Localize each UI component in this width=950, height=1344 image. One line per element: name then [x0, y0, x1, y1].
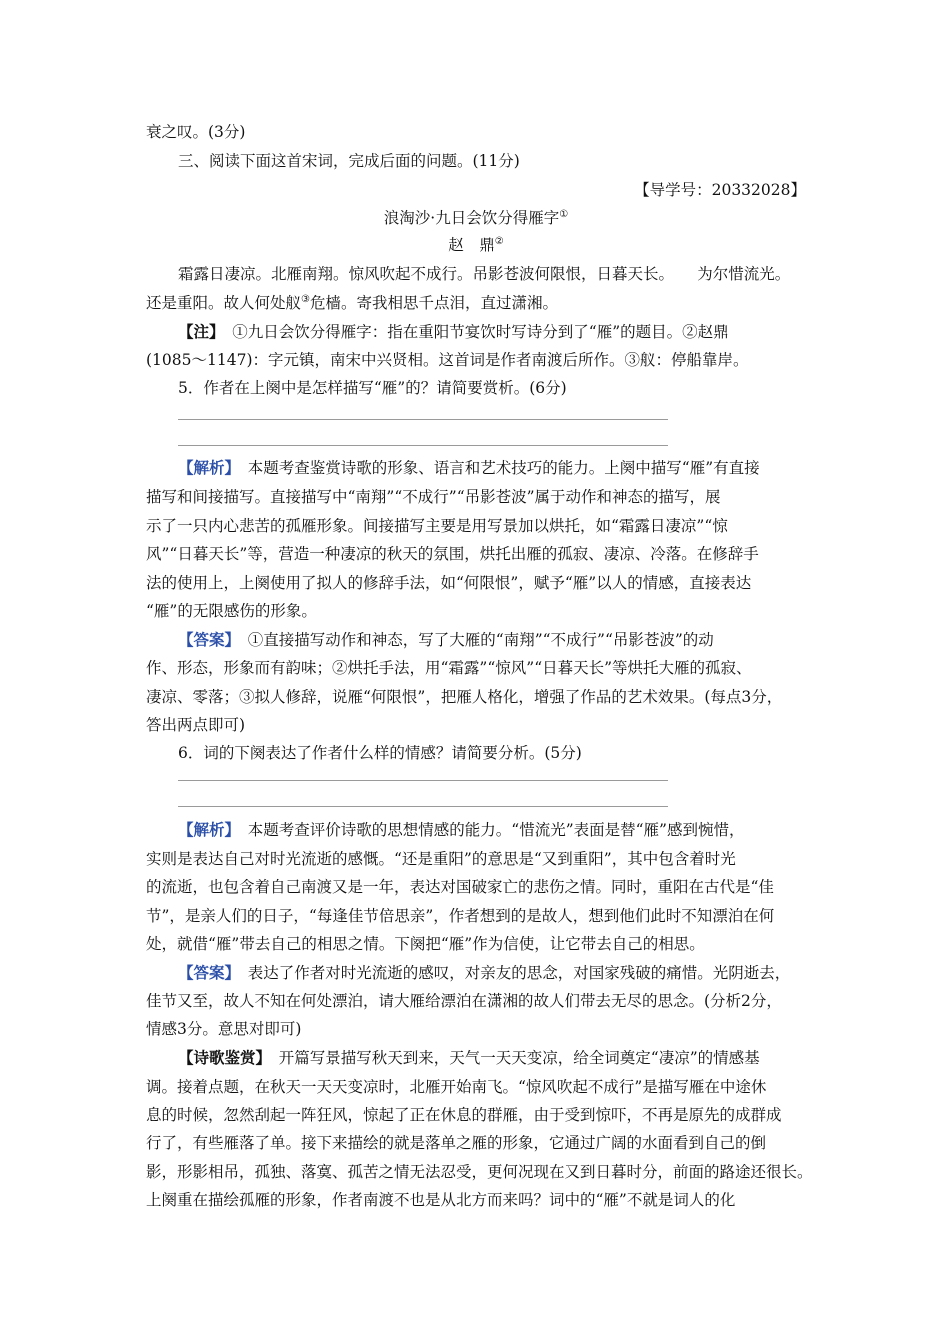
q5-answer-line-d: 答出两点即可): [146, 716, 246, 734]
q5-analysis-label: 【解析】: [178, 458, 233, 477]
poem-line-1: 霜露日凄凉。北雁南翔。惊风吹起不成行。吊影苍波何限恨，日暮天长。 为尔惜流光。: [178, 265, 791, 283]
q5-analysis-line-6: “雁”的无限感伤的形象。: [146, 602, 317, 620]
appreciation-line-2: 调。接着点题，在秋天一天天变凉时，北雁开始南飞。“惊风吹起不成行”是描写雁在中途休: [146, 1078, 767, 1096]
poem-line-2a: 还是重阳。故人何处舣: [146, 294, 302, 312]
q5-answer-line-2: [178, 445, 668, 446]
appreciation-line-1: [146, 1048, 806, 1068]
intro-tail: 衰之叹。(3分): [146, 123, 246, 141]
poem-author: [146, 235, 806, 255]
guide-number: 【导学号：20332028】: [634, 181, 806, 199]
q6-analysis-line-3: 的流逝，也包含着自己南渡又是一年，表达对国破家亡的悲伤之情。同时，重阳在古代是“佳: [146, 878, 774, 896]
poem-line-2: [146, 293, 806, 313]
appreciation-line-4: 行了，有些雁落了单。接下来描绘的就是落单之雁的形象，它通过广阔的水面看到自己的倒: [146, 1134, 767, 1152]
q6-analysis-text-1: 本题考查评价诗歌的思想情感的能力。“惜流光”表面是替“雁”感到惋惜，: [232, 821, 745, 839]
q5-analysis-line-1: [146, 458, 806, 478]
appreciation-label: 【诗歌鉴赏】: [178, 1048, 264, 1067]
q5-answer-line-c: 凄凉、零落；③拟人修辞，说雁“何限恨”，把雁人格化，增强了作品的艺术效果。(每点3分，: [146, 688, 783, 706]
q5-answer-line-1: [178, 419, 668, 420]
q6-answer-label: 【答案】: [178, 963, 233, 982]
q5-answer-label: 【答案】: [178, 630, 233, 649]
section-heading: 三、阅读下面这首宋词，完成后面的问题。(11分): [178, 152, 520, 170]
notes-text-1: ①九日会饮分得雁字：指在重阳节宴饮时写诗分到了“雁”的题目。②赵鼎: [216, 323, 729, 341]
q6-answer-text-1: 表达了作者对时光流逝的感叹，对亲友的思念，对国家残破的痛惜。光阴逝去，: [232, 964, 791, 982]
poem-title-text: 浪淘沙·九日会饮分得雁字: [383, 209, 560, 227]
q5-analysis-text-1: 本题考查鉴赏诗歌的形象、语言和艺术技巧的能力。上阕中描写“雁”有直接: [232, 459, 760, 477]
notes-label: 【注】: [178, 322, 217, 341]
q6-answer-line-2: [178, 806, 668, 807]
poem-title-note: ①: [559, 208, 569, 220]
q5-answer-line-a: [146, 630, 806, 650]
q5-analysis-line-5: 法的使用上，上阕使用了拟人的修辞手法，如“何限恨”，赋予“雁”以人的情感，直接表达: [146, 574, 752, 592]
q6-analysis-line-2: 实则是表达自己对时光流逝的感慨。“还是重阳”的意思是“又到重阳”，其中包含着时光: [146, 850, 736, 868]
q6-answer-line-1: [178, 780, 668, 781]
poem-title: [146, 208, 806, 228]
q5-answer-text-1: ①直接描写动作和神态，写了大雁的“南翔”“不成行”“吊影苍波”的动: [232, 631, 714, 649]
q6-analysis-line-1: [146, 820, 806, 840]
q6-analysis-line-5: 处，就借“雁”带去自己的相思之情。下阕把“雁”作为信使，让它带去自己的相思。: [146, 935, 705, 953]
q6-analysis-line-4: 节”，是亲人们的日子，“每逢佳节倍思亲”，作者想到的是故人，想到他们此时不知漂泊在何: [146, 907, 775, 925]
q6-answer-line-b: 佳节又至，故人不知在何处漂泊，请大雁给漂泊在潇湘的故人们带去无尽的思念。(分析2分，: [146, 992, 782, 1010]
q6-answer-line-a: [146, 963, 806, 983]
poem-author-text: 赵 鼎: [448, 236, 495, 254]
poem-line-2-note: ③: [301, 293, 310, 305]
appreciation-line-3: 息的时候，忽然刮起一阵狂风，惊起了正在休息的群雁，由于受到惊吓，不再是原先的成群成: [146, 1106, 782, 1124]
appreciation-line-6: 上阕重在描绘孤雁的形象，作者南渡不也是从北方而来吗？词中的“雁”不就是词人的化: [146, 1191, 736, 1209]
appreciation-line-5: 影，形影相吊，孤独、落寞、孤苦之情无法忍受，更何况现在又到日暮时分，前面的路途还很长。: [146, 1163, 813, 1181]
q5-analysis-line-3: 示了一只内心悲苦的孤雁形象。间接描写主要是用写景加以烘托，如“霜露日凄凉”“惊: [146, 517, 728, 535]
q5-question: 5．作者在上阕中是怎样描写“雁”的？请简要赏析。(6分): [178, 379, 567, 397]
appreciation-text-1: 开篇写景描写秋天到来，天气一天天变凉，给全词奠定“凄凉”的情感基: [263, 1049, 760, 1067]
q6-answer-line-c: 情感3分。意思对即可): [146, 1020, 302, 1038]
notes-line-1: [146, 322, 806, 342]
notes-line-2: (1085～1147)：字元镇，南宋中兴贤相。这首词是作者南渡后所作。③舣：停船靠岸。: [146, 351, 749, 369]
q5-answer-line-b: 作、形态，形象而有韵味；②烘托手法，用“霜露”“惊风”“日暮天长”等烘托大雁的孤寂、: [146, 659, 752, 677]
q6-analysis-label: 【解析】: [178, 820, 233, 839]
q5-analysis-line-2: 描写和间接描写。直接描写中“南翔”“不成行”“吊影苍波”属于动作和神态的描写，展: [146, 488, 721, 506]
poem-author-note: ②: [494, 235, 504, 247]
q6-question: 6．词的下阕表达了作者什么样的情感？请简要分析。(5分): [178, 744, 582, 762]
q5-analysis-line-4: 风”“日暮天长”等，营造一种凄凉的秋天的氛围，烘托出雁的孤寂、凄凉、冷落。在修辞手: [146, 545, 759, 563]
poem-line-2b: 危樯。寄我相思千点泪，直过潇湘。: [309, 294, 558, 312]
